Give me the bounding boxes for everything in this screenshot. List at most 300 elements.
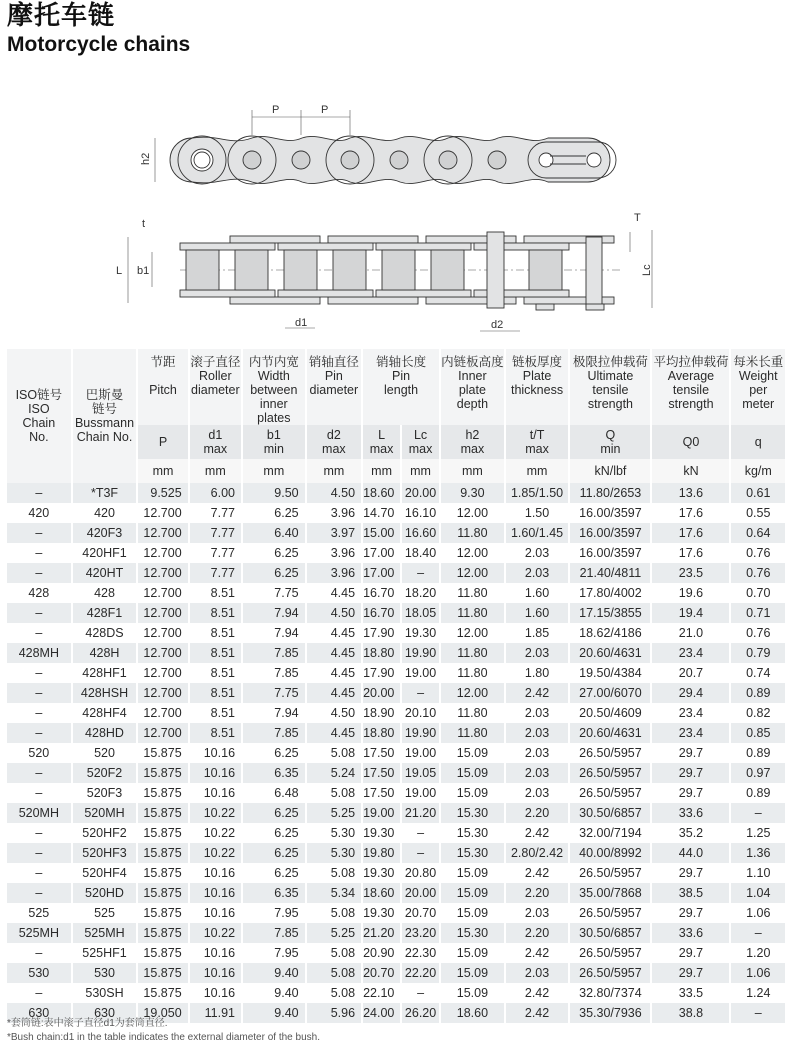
table-cell: 12.700 [138, 683, 189, 703]
page-title-en: Motorcycle chains [7, 33, 191, 56]
table-cell: 11.80 [441, 583, 506, 603]
table-cell: 15.00 [363, 523, 402, 543]
table-cell: 18.62/4186 [570, 623, 652, 643]
table-cell: 1.25 [731, 823, 787, 843]
table-cell: 12.700 [138, 723, 189, 743]
table-cell: 26.20 [402, 1003, 441, 1023]
table-cell: 11.80 [441, 723, 506, 743]
table-cell: 2.03 [506, 783, 571, 803]
table-cell: 2.20 [506, 883, 571, 903]
table-cell: 15.09 [441, 943, 506, 963]
table-cell: 35.2 [652, 823, 731, 843]
table-cell: 12.00 [441, 563, 506, 583]
label-d1: d1 [295, 317, 308, 329]
table-cell: 4.50 [307, 483, 363, 503]
table-cell: 1.06 [731, 963, 787, 983]
table-cell: 5.08 [307, 743, 363, 763]
table-cell: 10.16 [190, 763, 243, 783]
table-cell: 7.85 [243, 723, 307, 743]
table-cell: 8.51 [190, 643, 243, 663]
table-cell: – [731, 923, 787, 943]
table-cell: 520HF2 [73, 823, 139, 843]
table-cell: 23.4 [652, 723, 731, 743]
table-cell: 32.00/7194 [570, 823, 652, 843]
table-cell: 520HF4 [73, 863, 139, 883]
table-cell: 19.4 [652, 603, 731, 623]
sym-h2: h2 max [441, 425, 506, 459]
table-cell: – [7, 723, 73, 743]
table-cell: 428HF1 [73, 663, 139, 683]
table-cell: 30.50/6857 [570, 803, 652, 823]
table-cell: 8.51 [190, 683, 243, 703]
table-cell: 6.25 [243, 863, 307, 883]
table-cell: 23.20 [402, 923, 441, 943]
table-cell: 22.10 [363, 983, 402, 1003]
table-cell: 5.24 [307, 763, 363, 783]
table-cell: 1.04 [731, 883, 787, 903]
table-cell: 630 [73, 1003, 139, 1023]
footnote-en: *Bush chain:d1 in the table indicates the external diameter of the bush. [7, 1032, 320, 1043]
table-cell: 0.76 [731, 543, 787, 563]
table-cell: – [7, 783, 73, 803]
table-cell: 6.25 [243, 803, 307, 823]
footnote-cn: *套筒链:表中滚子直径d1为套筒直径. [7, 1018, 168, 1029]
table-cell: 20.90 [363, 943, 402, 963]
table-cell: 15.09 [441, 963, 506, 983]
table-cell: 7.85 [243, 923, 307, 943]
table-cell: 20.60/4631 [570, 723, 652, 743]
unit-Q: kN/lbf [570, 459, 652, 483]
table-cell: 15.875 [138, 943, 189, 963]
table-cell: 5.25 [307, 803, 363, 823]
table-cell: 12.700 [138, 543, 189, 563]
table-cell: 12.700 [138, 583, 189, 603]
table-cell: 1.60 [506, 603, 571, 623]
table-cell: 2.80/2.42 [506, 843, 571, 863]
table-cell: 520F3 [73, 783, 139, 803]
table-cell: 15.875 [138, 823, 189, 843]
table-cell: 20.00 [363, 683, 402, 703]
table-cell: 26.50/5957 [570, 763, 652, 783]
table-cell: 428 [7, 583, 73, 603]
table-cell: 33.6 [652, 923, 731, 943]
table-cell: 0.76 [731, 623, 787, 643]
label-b1: b1 [137, 265, 150, 277]
table-cell: 5.30 [307, 843, 363, 863]
header-pin-length: 销轴长度 Pin length [363, 349, 441, 425]
table-cell: 35.00/7868 [570, 883, 652, 903]
table-cell: 420HF1 [73, 543, 139, 563]
table-cell: – [7, 883, 73, 903]
table-cell: 3.96 [307, 543, 363, 563]
unit-Q0: kN [652, 459, 731, 483]
table-cell: 18.80 [363, 723, 402, 743]
table-cell: 5.96 [307, 1003, 363, 1023]
table-cell: – [7, 823, 73, 843]
table-cell: 16.60 [402, 523, 441, 543]
table-cell: 29.7 [652, 863, 731, 883]
table-row [7, 943, 787, 963]
table-cell: 630 [7, 1003, 73, 1023]
table-cell: 29.7 [652, 903, 731, 923]
table-cell: 23.4 [652, 703, 731, 723]
header-plate-thickness: 链板厚度 Plate thickness [506, 349, 571, 425]
table-row [7, 603, 787, 623]
header-inner-plate: 内链板高度 Inner plate depth [441, 349, 506, 425]
table-cell: 7.94 [243, 603, 307, 623]
table-cell: 520 [73, 743, 139, 763]
table-cell: 3.96 [307, 503, 363, 523]
table-cell: 428HF4 [73, 703, 139, 723]
table-body [7, 483, 787, 1023]
unit-pin-d: mm [307, 459, 363, 483]
table-row [7, 683, 787, 703]
table-cell: 2.03 [506, 723, 571, 743]
table-cell: 26.50/5957 [570, 943, 652, 963]
table-cell: – [7, 863, 73, 883]
page-title-cn: 摩托车链 [7, 1, 116, 31]
table-cell: 5.30 [307, 823, 363, 843]
table-cell: 12.700 [138, 563, 189, 583]
sym-Lc: Lc max [402, 425, 441, 459]
table-cell: 2.42 [506, 983, 571, 1003]
table-cell: 1.50 [506, 503, 571, 523]
table-cell: 19.00 [363, 803, 402, 823]
table-cell: 33.5 [652, 983, 731, 1003]
table-cell: 15.30 [441, 823, 506, 843]
table-cell: 10.16 [190, 983, 243, 1003]
table-cell: 7.77 [190, 563, 243, 583]
table-cell: 2.03 [506, 963, 571, 983]
table-cell: – [7, 523, 73, 543]
sym-q: q [731, 425, 787, 459]
table-cell: 428F1 [73, 603, 139, 623]
table-cell: 19.00 [402, 663, 441, 683]
table-cell: 9.30 [441, 483, 506, 503]
table-cell: *T3F [73, 483, 139, 503]
table-cell: 38.5 [652, 883, 731, 903]
sym-width: b1 min [243, 425, 307, 459]
table-cell: 5.08 [307, 863, 363, 883]
table-cell: 16.10 [402, 503, 441, 523]
table-cell: 6.25 [243, 843, 307, 863]
table-cell: 520 [7, 743, 73, 763]
table-cell: 1.85/1.50 [506, 483, 571, 503]
label-h2: h2 [140, 152, 152, 165]
table-cell: 1.60/1.45 [506, 523, 571, 543]
table-cell: 18.05 [402, 603, 441, 623]
table-row [7, 743, 787, 763]
table-cell: 10.16 [190, 863, 243, 883]
table-cell: 6.48 [243, 783, 307, 803]
table-cell: 520F2 [73, 763, 139, 783]
table-cell: 6.25 [243, 743, 307, 763]
table-cell: 10.16 [190, 903, 243, 923]
table-cell: 3.96 [307, 563, 363, 583]
sym-L: L max [363, 425, 402, 459]
table-cell: 10.16 [190, 783, 243, 803]
table-cell: 26.50/5957 [570, 783, 652, 803]
table-cell: 6.25 [243, 503, 307, 523]
sym-roller: d1 max [190, 425, 243, 459]
table-cell: 11.80 [441, 603, 506, 623]
table-cell: 18.80 [363, 643, 402, 663]
sym-tT: t/T max [506, 425, 571, 459]
table-cell: 525HF1 [73, 943, 139, 963]
table-row [7, 523, 787, 543]
table-cell: 20.00 [402, 883, 441, 903]
table-cell: 2.42 [506, 863, 571, 883]
table-cell: 2.42 [506, 1003, 571, 1023]
table-cell: 0.89 [731, 743, 787, 763]
table-cell: 35.30/7936 [570, 1003, 652, 1023]
table-cell: 2.20 [506, 923, 571, 943]
table-cell: 7.94 [243, 623, 307, 643]
table-cell: 21.20 [402, 803, 441, 823]
table-row [7, 583, 787, 603]
table-row [7, 883, 787, 903]
unit-width: mm [243, 459, 307, 483]
table-cell: 15.09 [441, 883, 506, 903]
table-cell: 15.875 [138, 803, 189, 823]
table-cell: 22.30 [402, 943, 441, 963]
table-cell: 525MH [73, 923, 139, 943]
table-row [7, 483, 787, 503]
table-cell: 7.77 [190, 523, 243, 543]
table-cell: 15.09 [441, 863, 506, 883]
table-cell: 19.00 [402, 743, 441, 763]
table-row [7, 623, 787, 643]
table-cell: – [402, 983, 441, 1003]
table-cell: 15.875 [138, 783, 189, 803]
table-cell: 10.16 [190, 883, 243, 903]
table-cell: 8.51 [190, 703, 243, 723]
table-cell: 5.25 [307, 923, 363, 943]
table-cell: 20.70 [402, 903, 441, 923]
table-cell: 428 [73, 583, 139, 603]
table-cell: – [731, 1003, 787, 1023]
table-cell: 14.70 [363, 503, 402, 523]
table-cell: 6.35 [243, 763, 307, 783]
table-cell: 18.60 [441, 1003, 506, 1023]
table-row [7, 543, 787, 563]
table-cell: 15.30 [441, 803, 506, 823]
table-cell: 7.75 [243, 583, 307, 603]
table-cell: 29.7 [652, 743, 731, 763]
table-cell: 420 [7, 503, 73, 523]
table-row [7, 643, 787, 663]
table-cell: 420 [73, 503, 139, 523]
table-cell: 20.50/4609 [570, 703, 652, 723]
header-weight: 每米长重 Weight per meter [731, 349, 787, 425]
table-cell: 1.24 [731, 983, 787, 1003]
table-cell: 2.03 [506, 563, 571, 583]
table-cell: 5.08 [307, 943, 363, 963]
table-cell: 19.50/4384 [570, 663, 652, 683]
table-cell: 19.30 [363, 863, 402, 883]
table-cell: 29.7 [652, 963, 731, 983]
chain-top-view [180, 232, 614, 310]
table-cell: 17.00 [363, 563, 402, 583]
table-cell: 7.85 [243, 643, 307, 663]
table-cell: 4.50 [307, 703, 363, 723]
table-cell: 6.35 [243, 883, 307, 903]
table-cell: 15.09 [441, 783, 506, 803]
table-cell: 1.36 [731, 843, 787, 863]
table-cell: 0.82 [731, 703, 787, 723]
table-cell: 520HD [73, 883, 139, 903]
header-iso: ISO链号 ISO Chain No. [7, 349, 73, 483]
table-cell: 15.09 [441, 903, 506, 923]
header-bussmann: 巴斯曼 链号 Bussmann Chain No. [73, 349, 139, 483]
table-cell: 15.875 [138, 903, 189, 923]
table-cell: 15.875 [138, 983, 189, 1003]
table-cell: 12.700 [138, 523, 189, 543]
table-cell: 5.08 [307, 903, 363, 923]
unit-q: kg/m [731, 459, 787, 483]
table-cell: 0.61 [731, 483, 787, 503]
table-cell: – [7, 663, 73, 683]
table-cell: 19.6 [652, 583, 731, 603]
table-cell: 6.40 [243, 523, 307, 543]
header-pin-diameter: 销轴直径 Pin diameter [307, 349, 363, 425]
table-cell: 11.80 [441, 663, 506, 683]
table-cell: 530 [7, 963, 73, 983]
table-cell: 29.7 [652, 943, 731, 963]
table-cell: 8.51 [190, 723, 243, 743]
label-T: T [634, 212, 641, 224]
table-cell: 17.6 [652, 523, 731, 543]
table-cell: 4.50 [307, 603, 363, 623]
table-cell: 19.05 [402, 763, 441, 783]
table-cell: 12.00 [441, 623, 506, 643]
table-cell: 18.90 [363, 703, 402, 723]
table-cell: 2.03 [506, 543, 571, 563]
table-cell: 15.875 [138, 763, 189, 783]
table-cell: 520MH [7, 803, 73, 823]
table-cell: 4.45 [307, 723, 363, 743]
table-cell: 16.00/3597 [570, 523, 652, 543]
table-cell: 16.70 [363, 583, 402, 603]
table-cell: 16.70 [363, 603, 402, 623]
table-cell: 19.80 [363, 843, 402, 863]
table-cell: 9.40 [243, 1003, 307, 1023]
table-cell: 32.80/7374 [570, 983, 652, 1003]
table-cell: 2.03 [506, 643, 571, 663]
table-cell: 21.20 [363, 923, 402, 943]
table-cell: 4.45 [307, 683, 363, 703]
table-cell: 4.45 [307, 643, 363, 663]
label-d2: d2 [491, 319, 504, 331]
table-cell: 33.6 [652, 803, 731, 823]
table-cell: 525MH [7, 923, 73, 943]
table-row [7, 863, 787, 883]
table-cell: 5.08 [307, 983, 363, 1003]
table-cell: 27.00/6070 [570, 683, 652, 703]
table-cell: 2.03 [506, 743, 571, 763]
table-cell: 26.50/5957 [570, 963, 652, 983]
table-cell: 0.79 [731, 643, 787, 663]
table-cell: 7.75 [243, 683, 307, 703]
table-cell: 6.25 [243, 543, 307, 563]
table-cell: 9.40 [243, 983, 307, 1003]
table-cell: 17.00 [363, 543, 402, 563]
label-L: L [116, 265, 123, 277]
table-cell: 17.6 [652, 543, 731, 563]
table-cell: – [7, 623, 73, 643]
table-header [7, 349, 787, 483]
table-cell: 428MH [7, 643, 73, 663]
table-cell: 11.80 [441, 703, 506, 723]
table-cell: 19.050 [138, 1003, 189, 1023]
table-cell: 23.4 [652, 643, 731, 663]
table-cell: 26.50/5957 [570, 743, 652, 763]
table-cell: 17.90 [363, 663, 402, 683]
table-cell: 8.51 [190, 663, 243, 683]
table-cell: 6.25 [243, 563, 307, 583]
table-cell: 0.97 [731, 763, 787, 783]
table-cell: 18.60 [363, 483, 402, 503]
table-cell: 1.85 [506, 623, 571, 643]
table-cell: 428DS [73, 623, 139, 643]
header-pitch: 节距 Pitch [138, 349, 189, 425]
sym-Q0: Q0 [652, 425, 731, 459]
table-cell: 15.09 [441, 743, 506, 763]
table-cell: 24.00 [363, 1003, 402, 1023]
sym-Q: Q min [570, 425, 652, 459]
table-cell: 2.20 [506, 803, 571, 823]
table-cell: 0.89 [731, 683, 787, 703]
table-cell: 22.20 [402, 963, 441, 983]
table-cell: 19.30 [363, 823, 402, 843]
table-cell: 2.03 [506, 903, 571, 923]
table-cell: 6.25 [243, 823, 307, 843]
table-cell: 6.00 [190, 483, 243, 503]
chain-spec-table [7, 349, 787, 1023]
table-cell: 12.700 [138, 603, 189, 623]
table-row [7, 803, 787, 823]
table-cell: 29.7 [652, 763, 731, 783]
table-cell: 530 [73, 963, 139, 983]
table-cell: 0.89 [731, 783, 787, 803]
table-cell: 15.875 [138, 963, 189, 983]
table-cell: 5.08 [307, 963, 363, 983]
table-cell: 525 [7, 903, 73, 923]
table-cell: 19.90 [402, 643, 441, 663]
table-cell: 18.60 [363, 883, 402, 903]
label-p1: P [272, 104, 280, 116]
table-cell: 428HSH [73, 683, 139, 703]
table-cell: 10.16 [190, 963, 243, 983]
table-cell: 12.00 [441, 543, 506, 563]
table-cell: 17.90 [363, 623, 402, 643]
table-cell: 5.34 [307, 883, 363, 903]
table-cell: 20.80 [402, 863, 441, 883]
table-cell: 26.50/5957 [570, 863, 652, 883]
table-cell: 1.10 [731, 863, 787, 883]
header-roller: 滚子直径 Roller diameter [190, 349, 243, 425]
table-row [7, 903, 787, 923]
table-cell: 0.71 [731, 603, 787, 623]
table-row [7, 563, 787, 583]
table-cell: 19.30 [402, 623, 441, 643]
label-p2: P [321, 104, 329, 116]
table-row [7, 823, 787, 843]
table-cell: 520HF3 [73, 843, 139, 863]
table-cell: 10.22 [190, 823, 243, 843]
unit-L: mm [363, 459, 402, 483]
table-cell: 420HT [73, 563, 139, 583]
